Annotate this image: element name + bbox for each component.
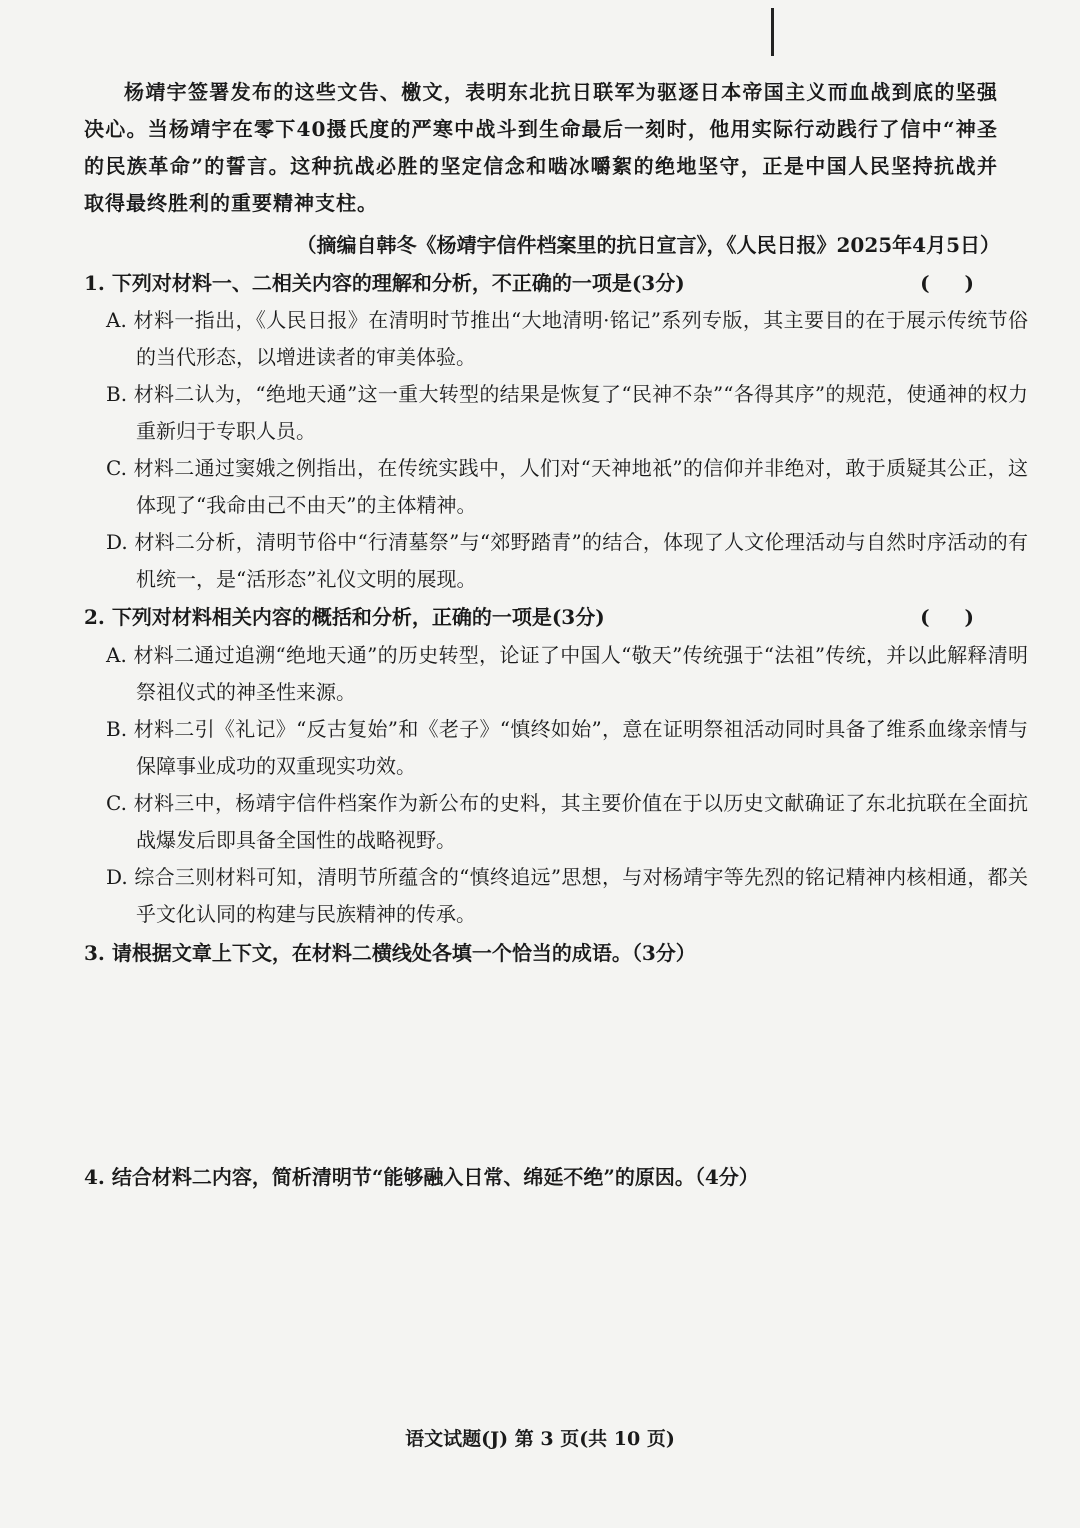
- question-2-option-c: C. 材料三中，杨靖宇信件档案作为新公布的史料，其主要价值在于以历史文献确证了东北抗联在全面抗战爆发后即具备全国性的战略视野。: [106, 791, 1028, 852]
- question-2-option-a: A. 材料二通过追溯“绝地天通”的历史转型，论证了中国人“敬天”传统强于“法祖”传统，并以此解释清明祭祖仪式的神圣性来源。: [106, 643, 1028, 704]
- question-3-stem: 3. 请根据文章上下文，在材料二横线处各填一个恰当的成语。（3分）: [84, 941, 696, 965]
- question-1-option-c: C. 材料二通过窦娥之例指出，在传统实践中，人们对“天神地祇”的信仰并非绝对，敢于质疑其公正，这体现了“我命由己不由天”的主体精神。: [106, 456, 1028, 517]
- question-2-option-b: B. 材料二引《礼记》“反古复始”和《老子》“慎终如始”，意在证明祭祖活动同时具备了维系血缘亲情与保障事业成功的双重现实功效。: [106, 717, 1028, 778]
- question-2-option-d: D. 综合三则材料可知，清明节所蕴含的“慎终追远”思想，与对杨靖宇等先烈的铭记精神内核相通，都关乎文化认同的构建与民族精神的传承。: [106, 865, 1028, 926]
- question-1-stem: [84, 268, 998, 298]
- passage-paragraph: 杨靖宇签署发布的这些文告、檄文，表明东北抗日联军为驱逐日本帝国主义而血战到底的坚强决心。当杨靖宇在零下40摄氏度的严寒中战斗到生命最后一刻时，他用实际行动践行了信中“神圣的民族革命”的誓言。这种抗战必胜的坚定信念和啮冰嚼絮的绝地坚守，正是中国人民坚持抗战并取得最终胜利的重要精神支柱。: [84, 80, 998, 215]
- scan-mark: [771, 8, 774, 56]
- question-1-text: 1. 下列对材料一、二相关内容的理解和分析，不正确的一项是(3分): [84, 271, 685, 295]
- question-2-text: 2. 下列对材料相关内容的概括和分析，正确的一项是(3分): [84, 605, 605, 629]
- question-1-option-a: A. 材料一指出，《人民日报》在清明时节推出“大地清明·铭记”系列专版，其主要目的在于展示传统节俗的当代形态，以增进读者的审美体验。: [106, 308, 1028, 369]
- question-1-option-d: D. 材料二分析，清明节俗中“行清墓祭”与“郊野踏青”的结合，体现了人文伦理活动与自然时序活动的有机统一，是“活形态”礼仪文明的展现。: [106, 530, 1028, 591]
- question-4-stem: 4. 结合材料二内容，简析清明节“能够融入日常、绵延不绝”的原因。（4分）: [84, 1165, 759, 1189]
- answer-blank-1: ( ): [920, 271, 988, 295]
- page-footer: 语文试题(J) 第 3 页(共 10 页): [405, 1428, 675, 1450]
- question-1-option-b: B. 材料二认为，“绝地天通”这一重大转型的结果是恢复了“民神不杂”“各得其序”的规范，使通神的权力重新归于专职人员。: [106, 382, 1028, 443]
- question-2-stem: [84, 602, 998, 632]
- answer-blank-2: ( ): [920, 605, 988, 629]
- passage-source: （摘编自韩冬《杨靖宇信件档案里的抗日宣言》，《人民日报》2025年4月5日）: [296, 233, 1000, 257]
